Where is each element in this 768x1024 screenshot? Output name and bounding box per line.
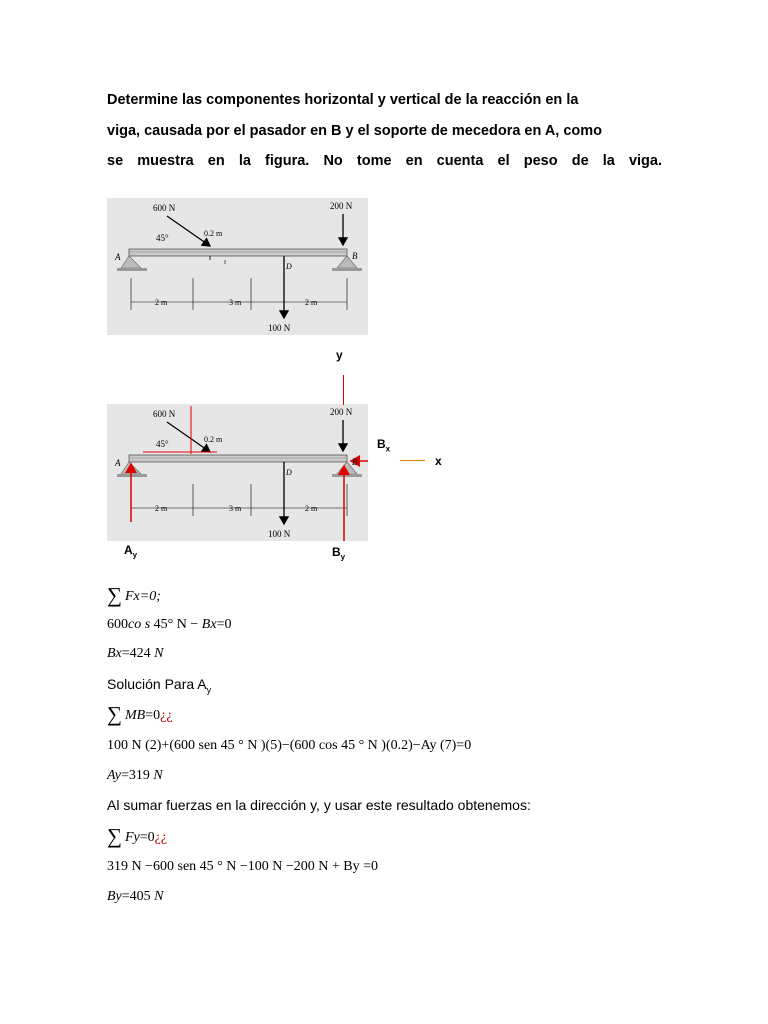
label-3m: 3 m [229,298,242,307]
eq-by-c: N [154,889,164,904]
rocker-support-a [121,256,141,268]
eq-bx-c: N [154,646,164,661]
beam-diagram [107,198,368,335]
eq-sum-fx: ∑ Fx=0; [107,583,161,607]
by-label [332,545,345,561]
fbd-label-100n: 100 N [268,529,291,539]
fbd-figure [107,404,368,541]
eq-ay-a: Ay [107,768,121,783]
bx-label [377,437,390,453]
eq-600cos-c: 45° N [153,617,187,632]
label-200n: 200 N [330,201,353,211]
fbd-label-600n: 600 N [153,409,176,419]
eq-600cos-a: 600 [107,617,128,632]
fbd-label-02m: 0.2 m [204,435,223,444]
bx-letter: B [377,437,386,451]
solution-text: Solución Para A [107,676,207,692]
x-axis-line [400,460,425,461]
label-a: A [115,252,121,262]
by-letter: B [332,545,341,559]
label-100n: 100 N [268,323,291,333]
eq-ay-c: N [153,768,163,783]
eq-fy-red: ¿¿ [154,830,168,845]
label-600n: 600 N [153,203,176,213]
eq-600cos-d: Bx [201,617,217,632]
label-angle: 45° [156,233,169,243]
fbd-label-d: D [286,468,292,477]
eq-moment: 100 N (2)+(600 sen 45 ° N )(5)−(600 cos 45 ° N )(0.2)−Ay (7)=0 [107,738,472,753]
ay-letter: A [124,543,133,557]
beam-figure [107,198,368,335]
solution-sub: y [206,684,212,695]
eq-mb-red: ¿¿ [160,708,173,723]
label-02m: 0.2 m [204,229,223,238]
y-axis-label: y [336,348,343,362]
ay-sub: y [132,550,138,560]
eq-by-a: By [107,889,122,904]
eq-mb-a: MB [124,708,146,723]
x-axis-label: x [435,454,442,468]
problem-line-1: Determine las componentes horizontal y vertical de la reacción en la [107,92,579,108]
eq-fy-a: Fy [124,830,140,845]
eq-sum-fy: ∑ Fy=0¿¿ [107,824,168,848]
label-2m-right: 2 m [305,298,318,307]
fbd-label-3m: 3 m [229,504,242,513]
eq-bx-result [107,646,164,662]
fbd-label-b: B [352,457,358,467]
problem-line-3: se muestra en la figura. No tome en cuenta el peso de la viga. [107,153,662,169]
eq-bx-a: Bx [107,646,122,661]
eq-600cos-e: =0 [216,617,232,632]
beam [129,249,347,256]
fbd-label-angle: 45° [156,439,169,449]
eq-ay-result [107,768,163,784]
y-axis-line [343,375,344,405]
eq-ay-b: =319 [121,768,150,783]
eq-600cos: 600co s 45° N − Bx=0 [107,617,232,632]
fbd-label-2m-right: 2 m [305,504,318,513]
by-sub: y [340,552,346,562]
eq-by-b: =405 [121,889,151,904]
fbd-diagram [107,404,368,541]
eq-fy-sum: 319 N −600 sen 45 ° N −100 N −200 N + By =0 [107,859,379,874]
fbd-label-a: A [115,458,121,468]
bx-sub: x [385,444,391,454]
label-2m-left: 2 m [155,298,168,307]
ay-label [124,543,137,559]
problem-line-2: viga, causada por el pasador en B y el soporte de mecedora en A, como [107,123,603,139]
fbd-label-200n: 200 N [330,407,353,417]
solution-heading [107,676,211,695]
eq-600cos-b: co s [128,617,151,632]
label-b: B [352,251,358,261]
sentence: Al sumar fuerzas en la dirección y, y usar este resultado obtenemos: [107,797,531,813]
fbd-label-2m-left: 2 m [155,504,168,513]
label-d: D [286,262,292,271]
eq-by-result [107,889,164,905]
eq-sum-mb: ∑ MB=0¿¿ [107,702,173,726]
eq-fy-b: =0 [139,830,155,845]
eq-mb-b: =0 [145,708,161,723]
eq-sum-fx-text: Fx=0; [124,589,161,604]
eq-bx-b: =424 [121,646,151,661]
